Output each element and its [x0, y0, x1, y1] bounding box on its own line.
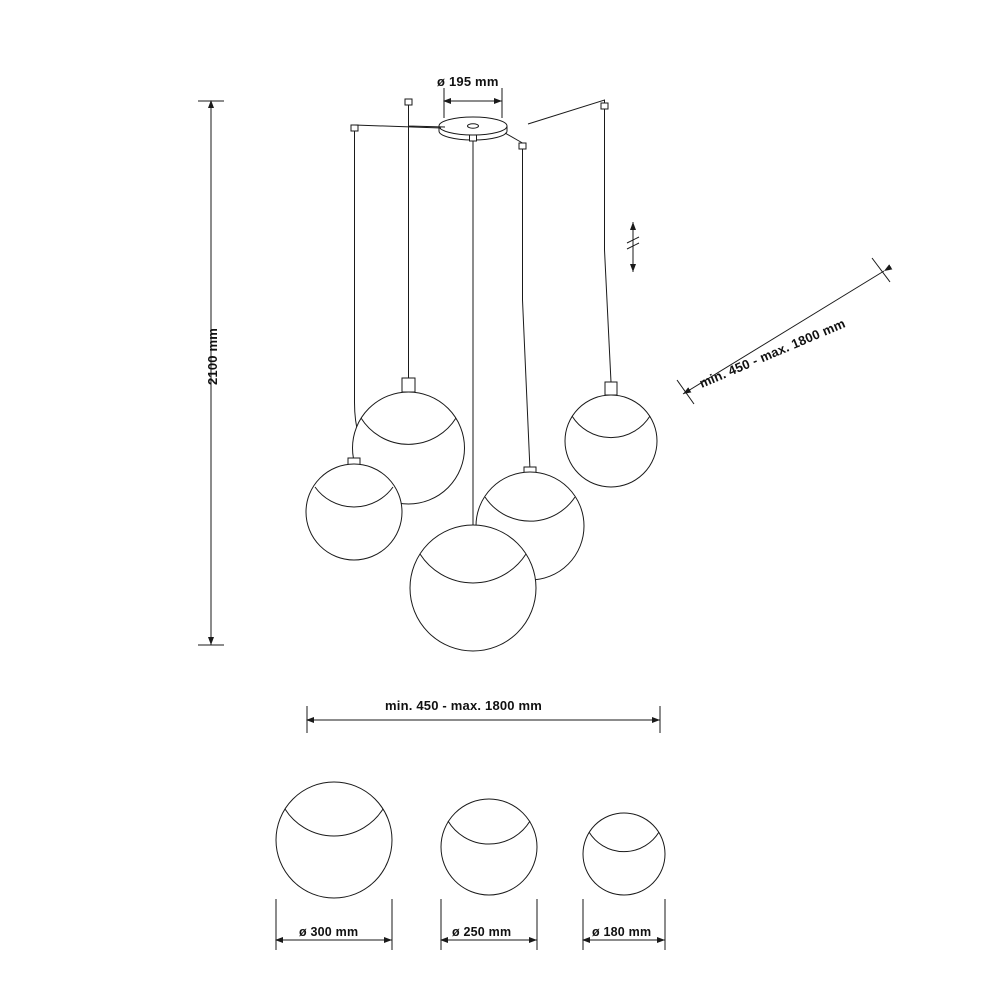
- cord-adjust-indicator: [627, 222, 639, 272]
- globe-right: [565, 382, 657, 487]
- globe-size-comparison: [276, 782, 665, 898]
- globe-300-label: ø 300 mm: [299, 925, 359, 939]
- canopy-diameter-label: ø 195 mm: [437, 74, 499, 89]
- cord-horizontal-label: min. 450 - max. 1800 mm: [385, 698, 543, 713]
- total-height-label: 2100 mm: [205, 327, 220, 385]
- globe-250-label: ø 250 mm: [452, 925, 512, 939]
- globe-front-center: [410, 525, 536, 651]
- canopy-dimension-line: [444, 88, 502, 118]
- cord-diagonal-label: min. 450 - max. 1800 mm: [697, 315, 848, 391]
- globe-180-label: ø 180 mm: [592, 925, 652, 939]
